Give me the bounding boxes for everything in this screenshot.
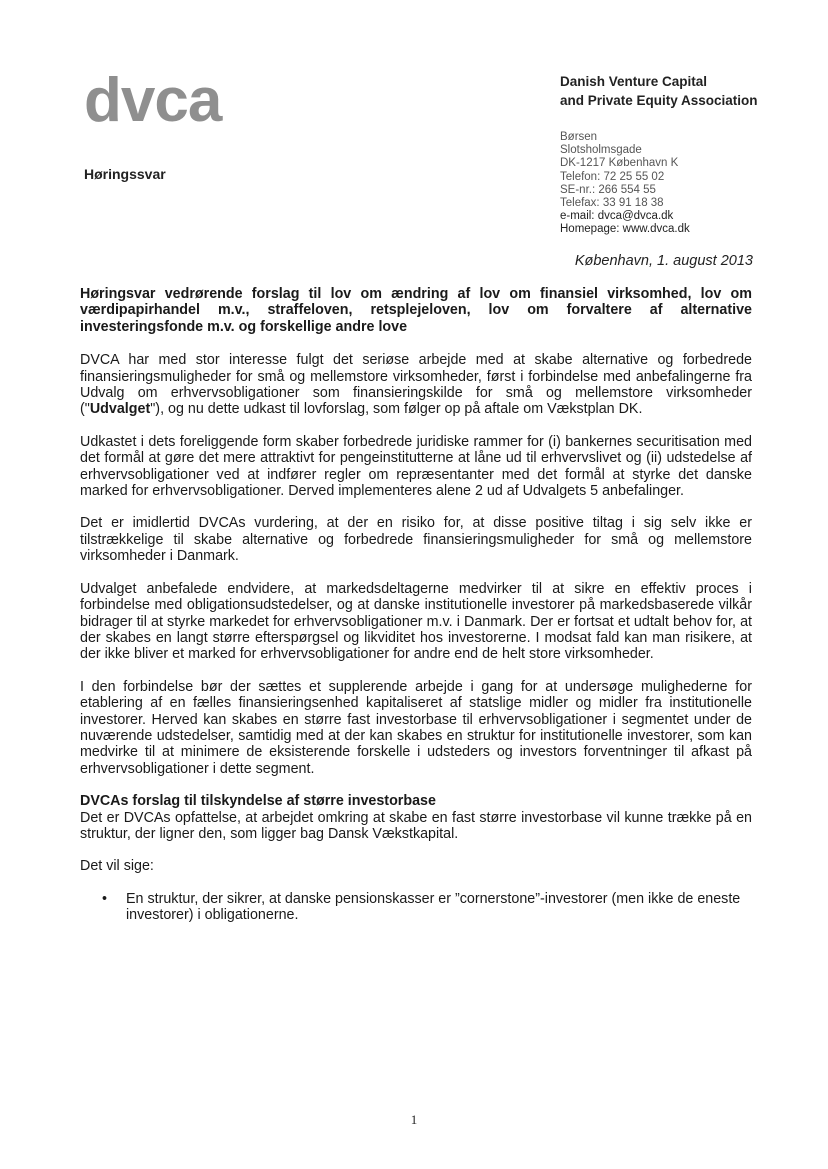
paragraph-5: I den forbindelse bør der sættes et supplerende arbejde i gang for at undersøge mulighederne for etablering af en fælles finansieringsenhed kapitaliseret af statslige midler og midler fra institutionelle investorer. Herved kan skabes en større fast investorbase til erhvervsobligationer i segmentet under de nuværende udstedelser, samtidig med at der kan skabes en struktur for institutionelle investorer, som kan medvirke til at minimere de eksisterende forskelle i udsteders og investors forventninger til afkast på erhvervsobligationer i dette segment. <box>80 678 752 777</box>
address-line: Børsen <box>560 131 598 143</box>
paragraph-2: Udkastet i dets foreliggende form skaber forbedrede juridiske rammer for (i) bankernes securitisation med det formål at gøre det mere attraktivt for pengeinstitutterne at låne ud til erhvervslivet og (ii) udstedelse af erhvervsobligationer ved at indfører regler om repræsentanter med det formål at styrke det danske marked for erhvervsobligationer. Derved implementeres alene 2 ud af Udvalgets 5 anbefalinger. <box>80 433 752 500</box>
paragraph-4: Udvalget anbefalede endvidere, at markedsdeltagerne medvirker til at sikre en effektiv proces i forbindelse med obligationsudstedelser, og at danske institutionelle investorer på markedsbaserede vilkår bidrager til at styrke markedet for erhvervsobligationer m.v. i Danmark. Der er fortsat et udtalt behov for, at der skabes en langt større efterspørgsel og likviditet hos investorerne. I modsat fald kan man risikere, at der ikke bliver et marked for erhvervsobligationer for andre end de helt store virksomheder. <box>80 580 752 663</box>
phone-line: Telefon: 72 25 55 02 <box>560 170 665 183</box>
letter-title: Høringsvar vedrørende forslag til lov om ændring af lov om finansiel virksomhed, lov om værdipapirhandel m.v., straffeloven, retsplejeloven, lov om forvaltere af alternative investeringsfonde m.v. og forskellige andre love <box>80 286 752 335</box>
paragraph-6: Det er DVCAs opfattelse, at arbejdet omkring at skabe en fast større investorbase vil kunne trække på en struktur, der ligner den, som ligger bag Dansk Vækstkapital. <box>80 809 752 842</box>
paragraph-1-text-end: "), og nu dette udkast til lovforslag, som følger op på aftale om Vækstplan DK. <box>150 401 643 418</box>
org-name-line-2: and Private Equity Association <box>560 93 758 108</box>
letter-body <box>80 286 752 924</box>
paragraph-1-text: DVCA har med stor interesse fulgt det seriøse arbejde med at skabe alternative og forbedrede finansieringsmuligheder for små og mellemstore virksomheder, først i forbindelse med anbefalingerne fra Udvalg om erhvervsobligationer som finansieringskilde for små og mellemstore virksomheder (" <box>80 352 752 418</box>
contact-address-block <box>560 131 690 237</box>
dvca-logo: dvca <box>84 66 222 135</box>
place-and-date: København, 1. august 2013 <box>574 253 753 269</box>
homepage-line: Homepage: www.dvca.dk <box>560 223 690 236</box>
page-number: 1 <box>410 1112 418 1127</box>
se-number-line: SE-nr.: 266 554 55 <box>560 183 656 196</box>
list-item-text: En struktur, der sikrer, at danske pensionskasser er ”cornerstone”-investorer (men ikke de eneste investorer) i obligationerne. <box>126 890 741 924</box>
bullet-list <box>80 891 752 924</box>
org-name-line-1: Danish Venture Capital <box>560 74 708 89</box>
list-item <box>102 890 752 924</box>
section-subheading: DVCAs forslag til tilskyndelse af større investorbase <box>80 793 436 810</box>
address-line: Slotsholmsgade <box>560 144 642 157</box>
organization-name <box>560 72 758 110</box>
bullet-icon: • <box>102 890 108 907</box>
paragraph-1-bold-term: Udvalget <box>89 401 151 418</box>
document-type-label: Høringssvar <box>84 166 166 182</box>
paragraph-7: Det vil sige: <box>80 858 154 875</box>
email-line: e-mail: dvca@dvca.dk <box>560 210 674 223</box>
address-line: DK-1217 København K <box>560 157 679 170</box>
paragraph-1 <box>80 352 752 418</box>
fax-line: Telefax: 33 91 18 38 <box>560 197 664 210</box>
paragraph-3: Det er imidlertid DVCAs vurdering, at der en risiko for, at disse positive tiltag i sig selv ikke er tilstrækkelige til skabe alternative og forbedrede finansieringsmuligheder for små og mellemstore virksomheder i Danmark. <box>80 515 752 565</box>
